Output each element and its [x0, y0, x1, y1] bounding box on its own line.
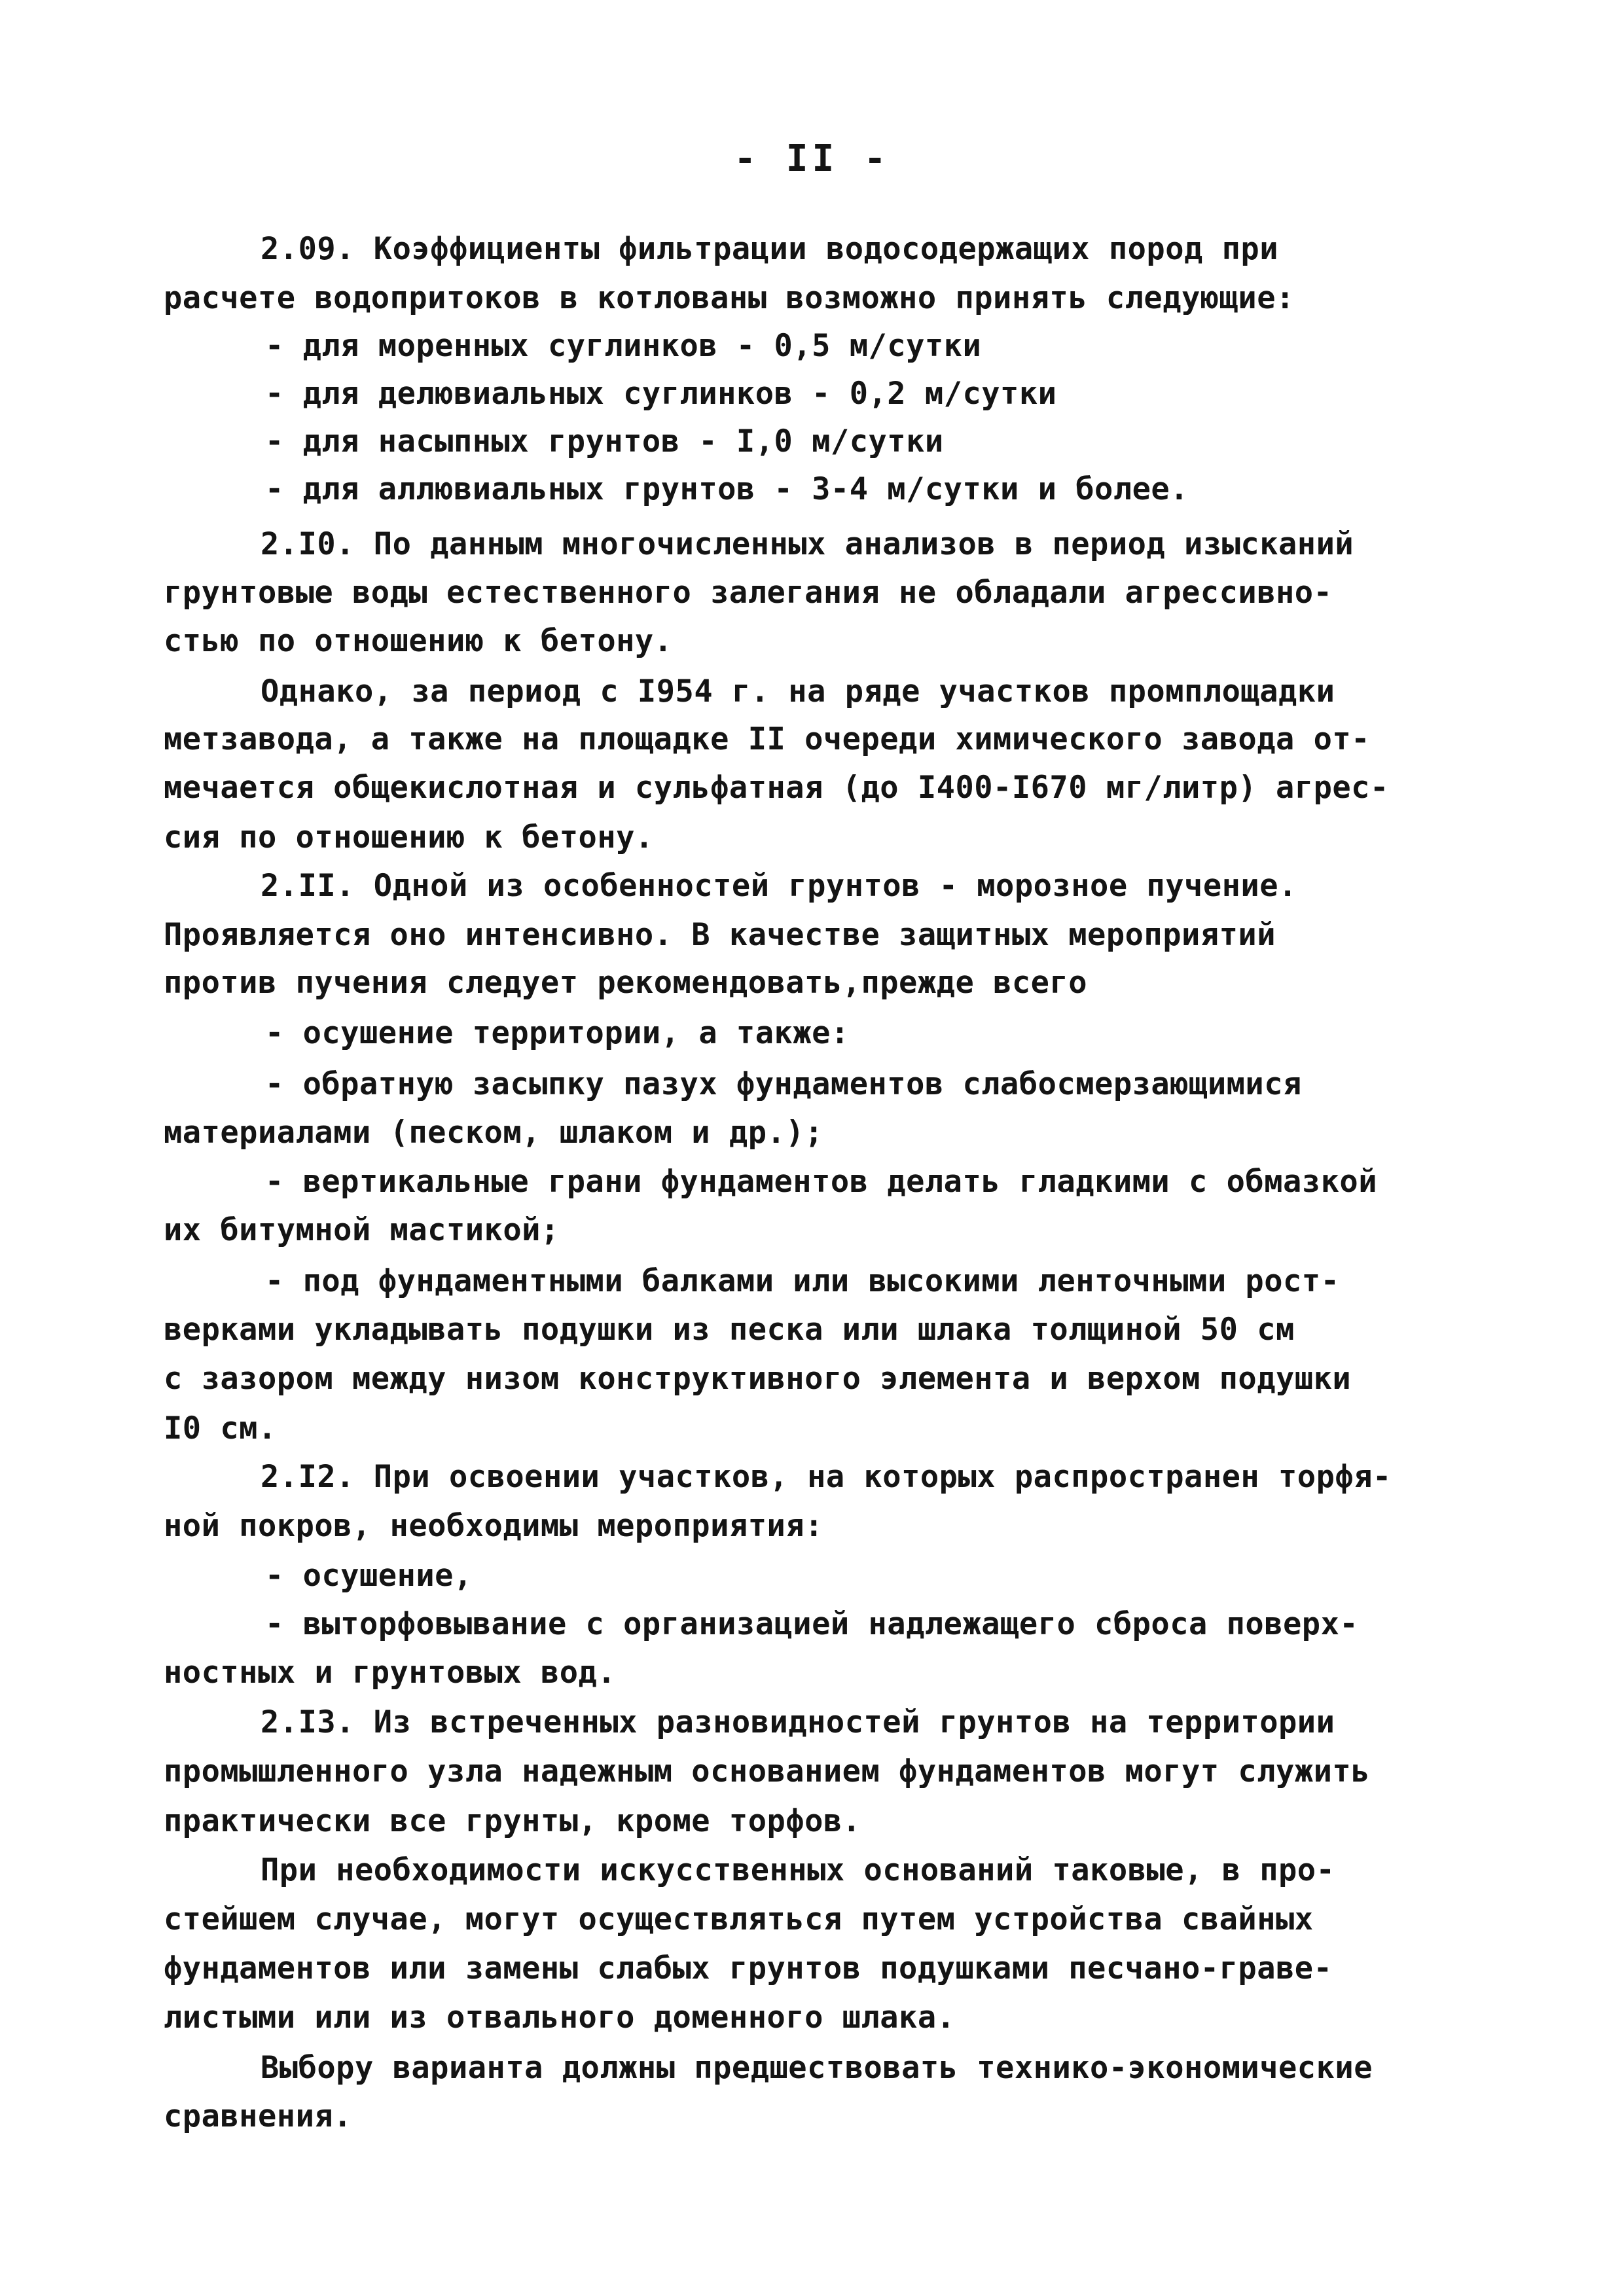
text-line: - выторфовывание с организацией надлежащего сброса поверх- [265, 1606, 1359, 1642]
text-line: - вертикальные грани фундаментов делать гладкими с обмазкой [265, 1164, 1377, 1200]
text-line: материалами (песком, шлаком и др.); [164, 1115, 823, 1151]
text-line: стейшем случае, могут осуществляться путем устройства свайных [164, 1901, 1314, 1937]
text-line: - осушение, [265, 1558, 473, 1594]
text-line: 2.09. Коэффициенты фильтрации водосодержащих пород при [261, 231, 1279, 267]
text-line: фундаментов или замены слабых грунтов подушками песчано-граве- [164, 1950, 1333, 1986]
text-line: - для делювиальных суглинков - 0,2 м/сутки [265, 376, 1057, 412]
text-line: - для моренных суглинков - 0,5 м/сутки [265, 328, 982, 364]
text-line: ной покров, необходимы мероприятия: [164, 1508, 823, 1544]
text-line: верками укладывать подушки из песка или шлака толщиной 50 см [164, 1312, 1295, 1348]
text-line: листыми или из отвального доменного шлака. [164, 2000, 956, 2036]
text-line: I0 см. [164, 1410, 277, 1446]
text-line: сравнения. [164, 2098, 352, 2134]
text-line: Проявляется оно интенсивно. В качестве защитных мероприятий [164, 917, 1276, 953]
text-line: - осушение территории, а также: [265, 1015, 850, 1051]
text-line: При необходимости искусственных оснований таковые, в про- [261, 1852, 1335, 1888]
text-line: сия по отношению к бетону. [164, 819, 654, 855]
text-line: стью по отношению к бетону. [164, 623, 673, 659]
text-line: метзавода, а также на площадке II очереди химического завода от- [164, 721, 1370, 757]
text-line: - для насыпных грунтов - I,0 м/сутки [265, 423, 944, 459]
text-line: ностных и грунтовых вод. [164, 1655, 617, 1691]
text-line: Выбору варианта должны предшествовать технико-экономические [261, 2050, 1373, 2086]
page-number: - II - [734, 137, 890, 180]
text-line: - для аллювиальных грунтов - 3-4 м/сутки и более. [265, 471, 1189, 507]
text-line: расчете водопритоков в котлованы возможно принять следующие: [164, 280, 1295, 316]
text-line: их битумной мастикой; [164, 1212, 560, 1248]
text-line: грунтовые воды естественного залегания не обладали агрессивно- [164, 575, 1333, 611]
text-line: Однако, за период с I954 г. на ряде участков промплощадки [261, 673, 1335, 709]
text-line: - обратную засыпку пазух фундаментов слабосмерзающимися [265, 1066, 1302, 1102]
text-line: 2.II. Одной из особенностей грунтов - морозное пучение. [261, 868, 1297, 904]
text-line: с зазором между низом конструктивного элемента и верхом подушки [164, 1361, 1352, 1397]
text-line: мечается общекислотная и сульфатная (до I400-I670 мг/литр) агрес- [164, 770, 1389, 806]
text-line: против пучения следует рекомендовать,прежде всего [164, 965, 1088, 1001]
text-line: практически все грунты, кроме торфов. [164, 1803, 861, 1839]
text-line: 2.I3. Из встреченных разновидностей грунтов на территории [261, 1704, 1335, 1740]
text-line: промышленного узла надежным основанием фундаментов могут служить [164, 1753, 1370, 1789]
text-line: 2.I0. По данным многочисленных анализов в период изысканий [261, 526, 1354, 562]
text-line: 2.I2. При освоении участков, на которых распространен торфя- [261, 1459, 1392, 1495]
text-line: - под фундаментными балками или высокими ленточными рост- [265, 1263, 1340, 1299]
